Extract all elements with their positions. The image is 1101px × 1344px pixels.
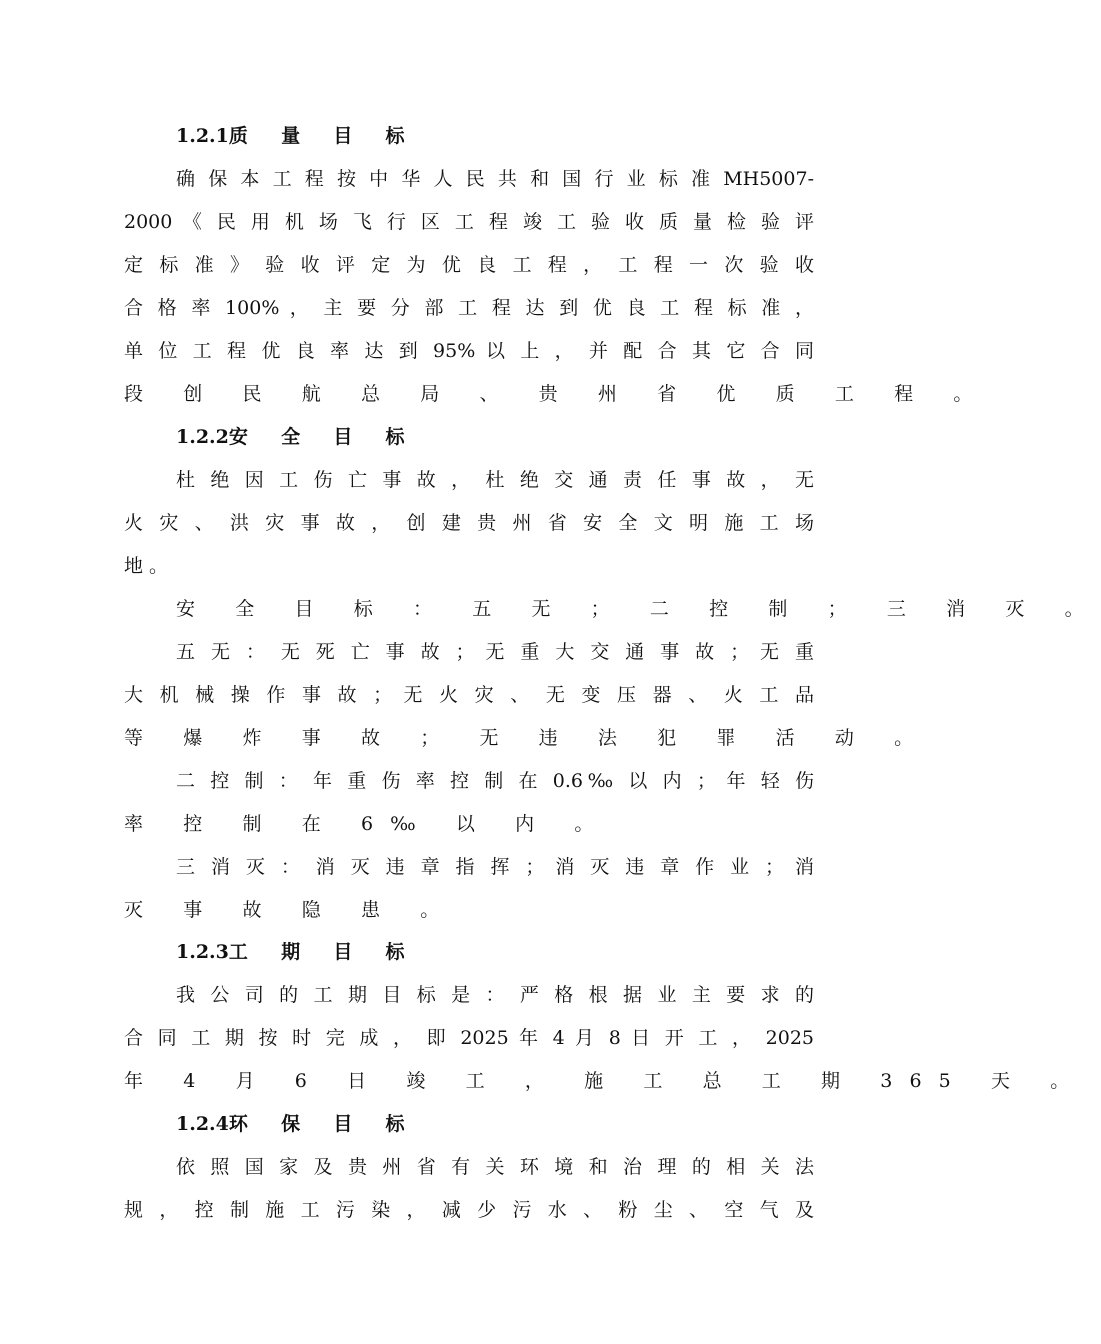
paragraph-line: 段 创 民 航 总 局 、 贵 州 省 优 质 工 程 。 — [124, 383, 990, 405]
section-heading-quality — [176, 124, 418, 148]
paragraph-line: 合 同 工 期 按 时 完 成 ， 即 2025 年 4 月 8 日 开 工 ， 2025 — [124, 1027, 814, 1049]
paragraph-line: 二 控 制 ： 年 重 伤 率 控 制 在 0.6‰ 以 内 ； 年 轻 伤 — [176, 770, 814, 792]
section-heading-safety — [176, 425, 418, 449]
paragraph-line: 率 控 制 在 6‰ 以 内 。 — [124, 813, 611, 835]
paragraph-line: 火 灾 、 洪 灾 事 故 ， 创 建 贵 州 省 安 全 文 明 施 工 场 — [124, 512, 814, 534]
heading-number: 1.2.4 — [176, 1113, 229, 1135]
heading-number: 1.2.1 — [176, 125, 229, 147]
paragraph-line: 等 爆 炸 事 故 ； 无 违 法 犯 罪 活 动 。 — [124, 727, 931, 749]
paragraph-line: 合 格 率 100% ， 主 要 分 部 工 程 达 到 优 良 工 程 标 准 ， — [124, 297, 814, 319]
section-heading-environment — [176, 1112, 418, 1136]
paragraph-line: 五 无 ： 无 死 亡 事 故 ； 无 重 大 交 通 事 故 ； 无 重 — [176, 641, 814, 663]
paragraph-line: 安 全 目 标 ： 五 无 ； 二 控 制 ； 三 消 灭 。 — [176, 598, 1101, 620]
heading-text: 质 量 目 标 — [228, 125, 418, 147]
paragraph-line: 大 机 械 操 作 事 故 ； 无 火 灾 、 无 变 压 器 、 火 工 品 — [124, 684, 814, 706]
heading-text: 环 保 目 标 — [228, 1113, 418, 1135]
heading-text: 安 全 目 标 — [228, 426, 418, 448]
paragraph-line: 地 。 — [124, 555, 169, 577]
paragraph-line: 三 消 灭 ： 消 灭 违 章 指 挥 ； 消 灭 违 章 作 业 ； 消 — [176, 856, 814, 878]
paragraph-line: 单 位 工 程 优 良 率 达 到 95% 以 上 ， 并 配 合 其 它 合 同 — [124, 340, 814, 362]
paragraph-line: 我 公 司 的 工 期 目 标 是 ： 严 格 根 据 业 主 要 求 的 — [176, 984, 814, 1006]
paragraph-line: 杜 绝 因 工 伤 亡 事 故 ， 杜 绝 交 通 责 任 事 故 ， 无 — [176, 469, 814, 491]
paragraph-line: 2000 《 民 用 机 场 飞 行 区 工 程 竣 工 验 收 质 量 检 验 评 — [124, 211, 814, 233]
heading-text: 工 期 目 标 — [228, 941, 418, 963]
paragraph-line: 规 ， 控 制 施 工 污 染 ， 减 少 污 水 、 粉 尘 、 空 气 及 — [124, 1199, 814, 1221]
paragraph-line: 年 4 月 6 日 竣 工 ， 施 工 总 工 期 365 天 。 — [124, 1070, 1087, 1092]
paragraph-line: 定 标 准 》 验 收 评 定 为 优 良 工 程 ， 工 程 一 次 验 收 — [124, 254, 814, 276]
section-heading-schedule — [176, 940, 418, 964]
paragraph-line: 灭 事 故 隐 患 。 — [124, 899, 457, 921]
heading-number: 1.2.2 — [176, 426, 229, 448]
paragraph-line: 依 照 国 家 及 贵 州 省 有 关 环 境 和 治 理 的 相 关 法 — [176, 1156, 814, 1178]
paragraph-line: 确 保 本 工 程 按 中 华 人 民 共 和 国 行 业 标 准 MH5007- — [176, 168, 814, 190]
heading-number: 1.2.3 — [176, 941, 229, 963]
